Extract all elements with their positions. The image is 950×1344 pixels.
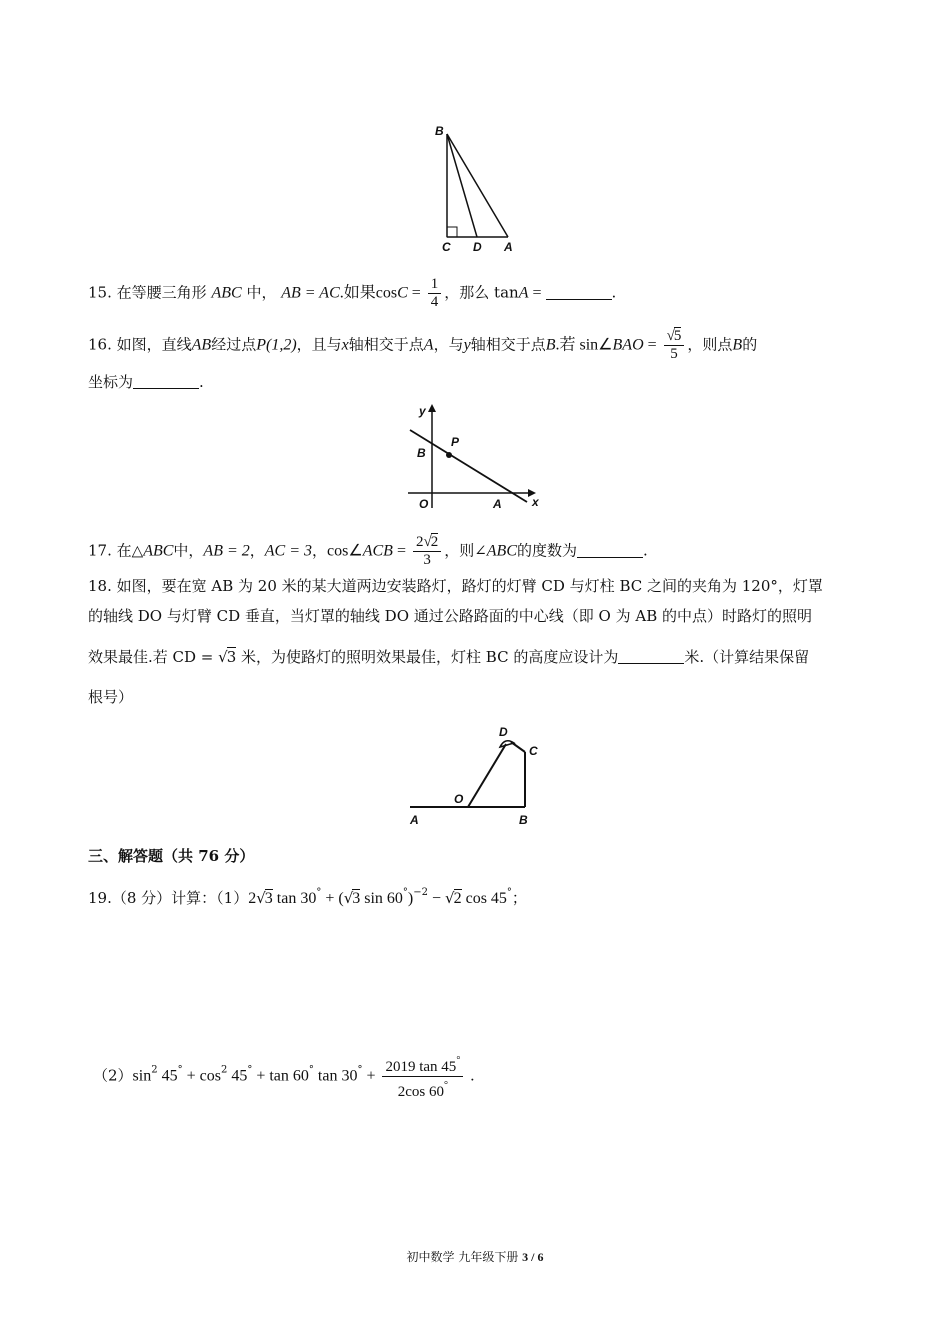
question-19-part2: $(2)\sin^2$ $45^\circ + \cos^2 45^\circ + \tan 60^\circ$ tan 30° + $\frac{2019 \tan 45^\circ}{2\cos 60^\circ}$ . bbox=[93, 1052, 474, 1101]
answer-blank-17[interactable] bbox=[577, 543, 643, 558]
label-d: D bbox=[499, 725, 508, 739]
right-angle-mark bbox=[447, 227, 457, 237]
answer-blank-15[interactable] bbox=[546, 285, 612, 300]
question-17: 17. 在△ABC中，AB = 2，AC = 3，cos∠ACB = $\frac{2√2}{3}$ ，则∠ABC的度数为 . bbox=[88, 534, 648, 568]
q15-number: 15. bbox=[88, 283, 112, 302]
segment-bd bbox=[447, 134, 477, 237]
label-o: O bbox=[454, 792, 464, 806]
figure-coordinate-line bbox=[400, 400, 550, 515]
point-p bbox=[446, 452, 452, 458]
question-16-line2: 坐标为 . bbox=[88, 373, 204, 391]
question-18-line3: 效果最佳.若 CD = √3 米，为使路灯的照明效果最佳，灯柱 BC 的高度应设计为 米.（计算结果保留 bbox=[88, 648, 810, 666]
section-heading: 三、解答题（共 76 分） bbox=[88, 847, 255, 865]
fraction-2019tan45-over-2cos60: $\frac{2019 \tan 45^\circ}{2\cos 60^\circ}$ bbox=[382, 1052, 463, 1101]
page-footer: 初中数学 九年级下册 3 / 6 bbox=[406, 1250, 544, 1264]
label-c: C bbox=[442, 240, 451, 254]
figure-triangle-bcda bbox=[430, 122, 530, 257]
label-b: B bbox=[435, 124, 444, 138]
question-16: 16. 如图，直线AB经过点P(1,2)，且与x轴相交于点A，与y轴相交于点B.若 sin∠BAO = $\frac{√5}{5}$ ，则点B的 bbox=[88, 328, 758, 362]
label-b: B bbox=[417, 446, 426, 460]
question-18-line2: 的轴线 DO 与灯臂 CD 垂直，当灯罩的轴线 DO 通过公路路面的中心线（即 O 为 AB 的中点）时路灯的照明 bbox=[88, 607, 812, 625]
page-number: 3 / 6 bbox=[522, 1250, 544, 1264]
fraction-one-quarter: $\frac{1}{4}$ bbox=[428, 276, 442, 311]
fraction-sqrt5-over-5: $\frac{√5}{5}$ bbox=[664, 328, 685, 363]
label-y: y bbox=[419, 404, 426, 418]
answer-blank-18[interactable] bbox=[618, 649, 684, 664]
label-o: O bbox=[419, 497, 429, 511]
answer-blank-16[interactable] bbox=[133, 374, 199, 389]
label-c: C bbox=[529, 744, 538, 758]
figure-street-lamp bbox=[405, 720, 545, 830]
axis-do bbox=[468, 744, 506, 807]
label-b: B bbox=[519, 813, 528, 827]
question-18-line1: 18. 如图，要在宽 AB 为 20 米的某大道两边安装路灯，路灯的灯臂 CD 与灯柱 BC 之间的夹角为 120°，灯罩 bbox=[88, 577, 823, 595]
segment-ba bbox=[447, 134, 508, 237]
lamp-shade bbox=[500, 741, 514, 747]
label-x: x bbox=[532, 495, 539, 509]
label-d: D bbox=[473, 240, 482, 254]
label-a: A bbox=[493, 497, 502, 511]
fraction-2sqrt2-over-3: $\frac{2√2}{3}$ bbox=[413, 534, 441, 569]
question-15: 15. 在等腰三角形 ABC 中， AB = AC.如果cosC = $\frac{1}{4}$ ，那么 tanA = . bbox=[88, 276, 617, 310]
y-axis-arrow bbox=[428, 404, 436, 412]
line-ab bbox=[410, 430, 527, 502]
question-19-part1: 19.（8 分）计算：（1）2√3 tan 30° + (√3 sin 60°)$^{-2}$ − √2 cos 45°； bbox=[88, 887, 527, 907]
label-a: A bbox=[504, 240, 513, 254]
label-a: A bbox=[410, 813, 419, 827]
question-18-line4: 根号） bbox=[88, 688, 134, 706]
label-p: P bbox=[451, 435, 460, 449]
